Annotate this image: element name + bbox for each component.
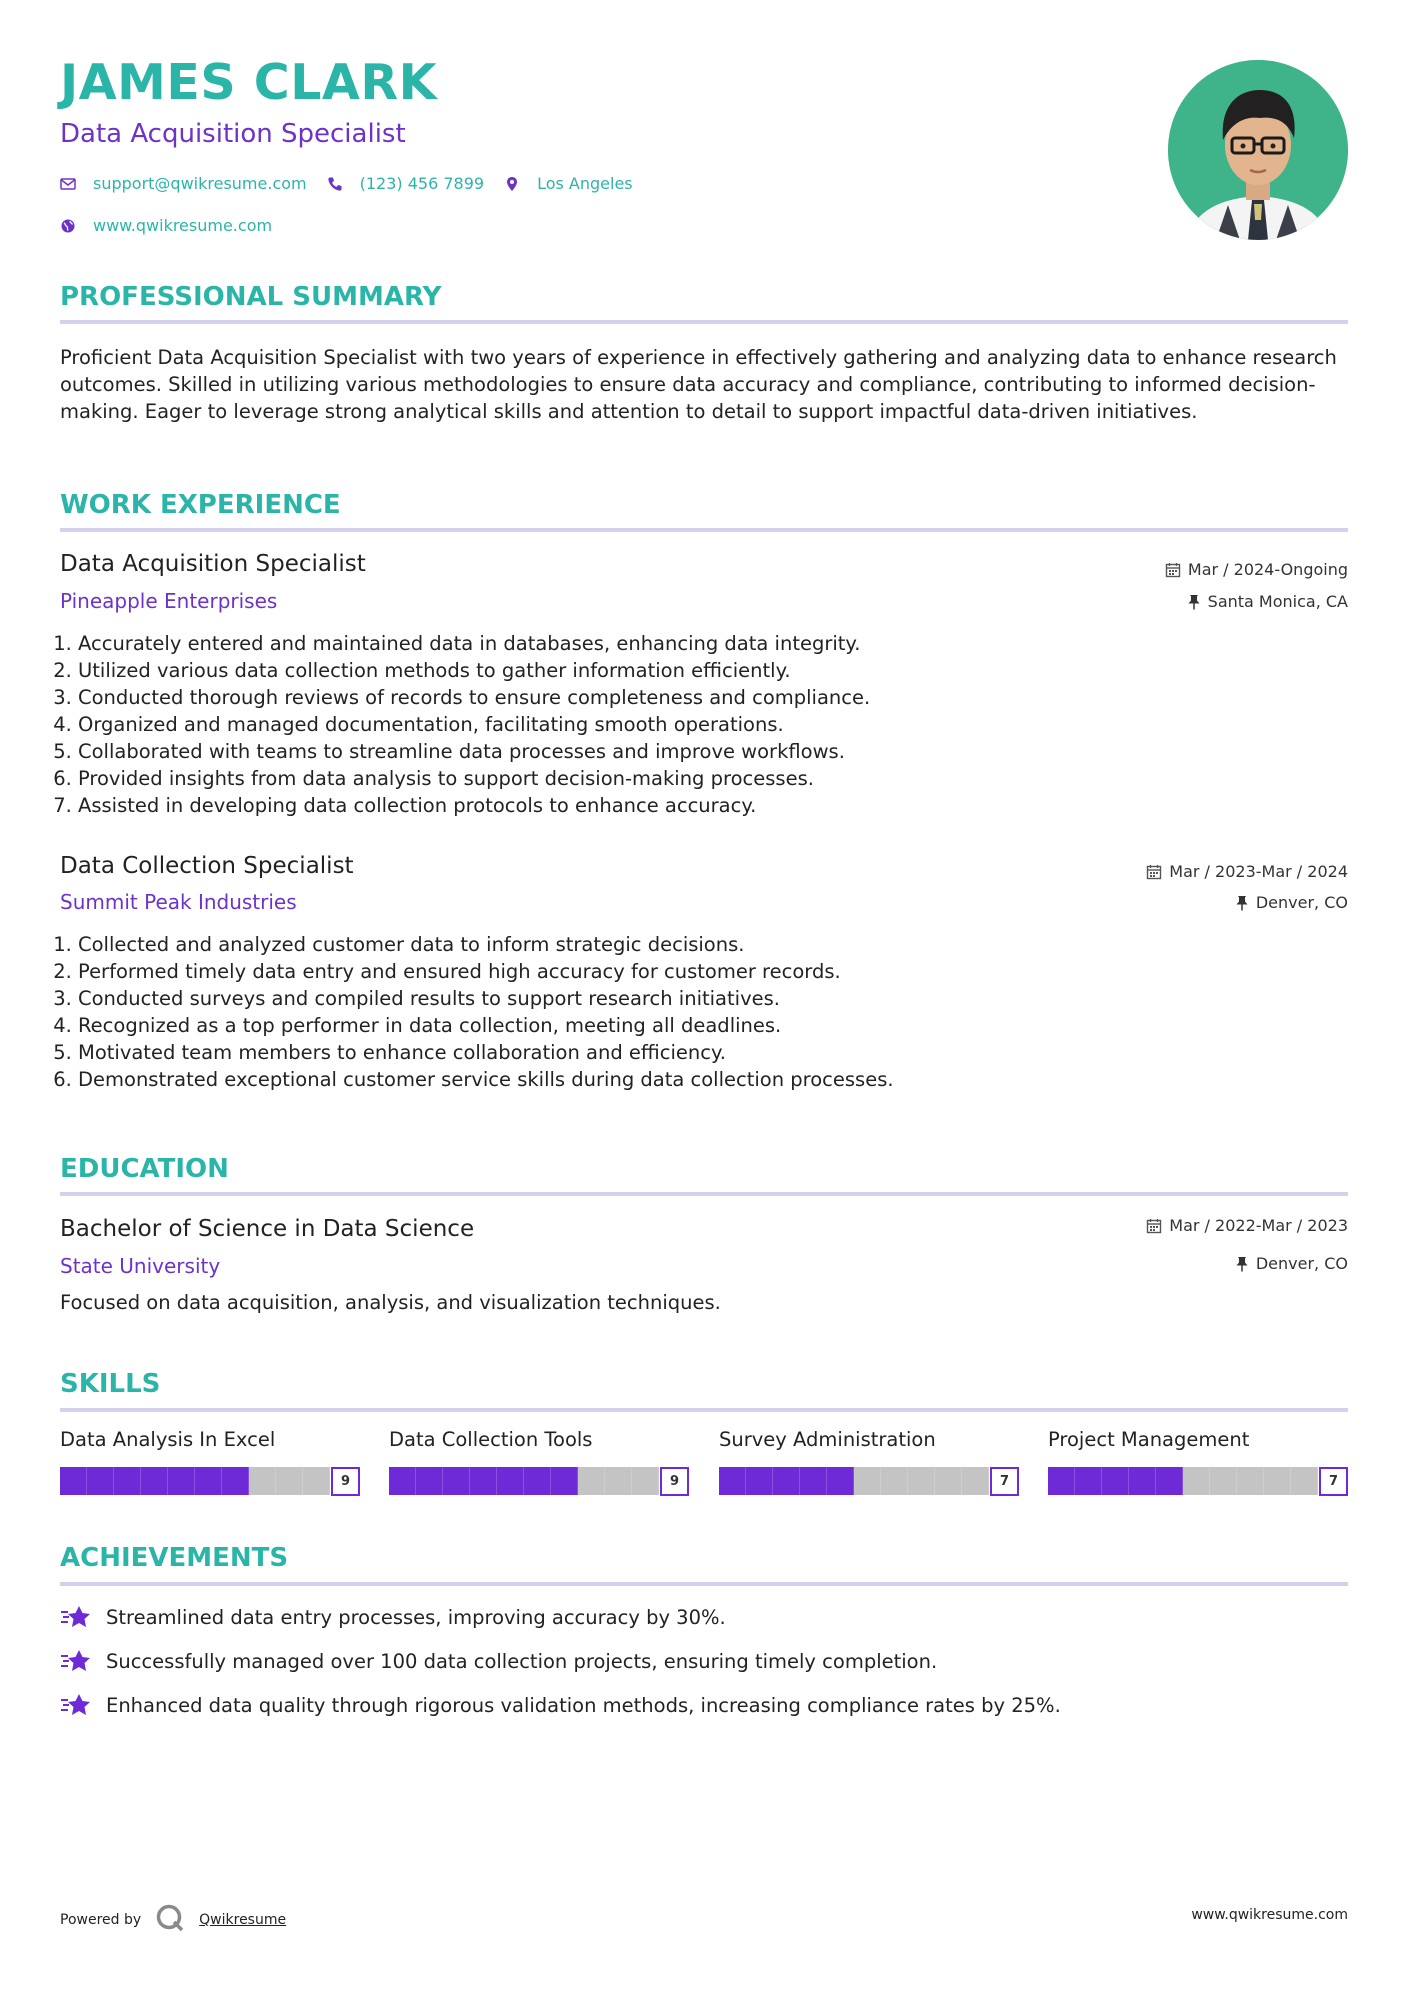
skill-score: 9 bbox=[660, 1467, 689, 1496]
skill-segment bbox=[497, 1467, 524, 1495]
section-divider bbox=[60, 320, 1348, 324]
list-item: 4. Organized and managed documentation, facilitating smooth operations. bbox=[78, 711, 870, 738]
list-item: 5. Motivated team members to enhance collaboration and efficiency. bbox=[78, 1039, 894, 1066]
skill-segment bbox=[1291, 1467, 1318, 1495]
list-item: 2. Performed timely data entry and ensured high accuracy for customer records. bbox=[78, 958, 894, 985]
list-item: 1. Collected and analyzed customer data to inform strategic decisions. bbox=[78, 931, 894, 958]
skill-item bbox=[1048, 1430, 1348, 1496]
job-location bbox=[1235, 895, 1348, 911]
globe-icon bbox=[60, 218, 76, 234]
candidate-title: Data Acquisition Specialist bbox=[60, 119, 406, 149]
degree-title: Bachelor of Science in Data Science bbox=[60, 1216, 475, 1242]
skill-name: Project Management bbox=[1048, 1428, 1250, 1451]
skill-segment bbox=[303, 1467, 330, 1495]
skill-segment bbox=[141, 1467, 168, 1495]
experience-heading: WORK EXPERIENCE bbox=[60, 490, 341, 520]
skill-segment bbox=[470, 1467, 497, 1495]
star-icon bbox=[60, 1604, 93, 1630]
education-heading: EDUCATION bbox=[60, 1154, 229, 1184]
job-bullet-list bbox=[49, 931, 894, 1093]
skill-name: Data Collection Tools bbox=[389, 1428, 593, 1451]
powered-by-label: Powered by bbox=[60, 1912, 142, 1928]
skill-segment bbox=[1075, 1467, 1102, 1495]
skill-segment bbox=[773, 1467, 800, 1495]
pushpin-icon bbox=[1235, 1256, 1249, 1272]
achievement-item bbox=[60, 1648, 937, 1674]
envelope-icon bbox=[60, 176, 76, 192]
skill-level-track bbox=[389, 1467, 659, 1495]
skill-item bbox=[60, 1430, 360, 1496]
skill-level-track bbox=[60, 1467, 330, 1495]
website-link[interactable]: www.qwikresume.com bbox=[93, 216, 273, 235]
calendar-icon bbox=[1146, 1218, 1162, 1234]
education-location bbox=[1235, 1256, 1348, 1272]
section-divider bbox=[60, 1582, 1348, 1586]
company-name: Summit Peak Industries bbox=[60, 890, 297, 914]
job-title: Data Acquisition Specialist bbox=[60, 551, 366, 577]
skill-name: Survey Administration bbox=[719, 1428, 936, 1451]
skill-segment bbox=[1102, 1467, 1129, 1495]
job-title: Data Collection Specialist bbox=[60, 853, 354, 879]
website-row bbox=[60, 216, 292, 235]
section-divider bbox=[60, 528, 1348, 532]
job-dates bbox=[1165, 562, 1348, 578]
skill-segment bbox=[249, 1467, 276, 1495]
skill-score: 7 bbox=[1319, 1467, 1348, 1496]
skill-bar bbox=[60, 1466, 360, 1496]
list-item: 3. Conducted surveys and compiled results to support research initiatives. bbox=[78, 985, 894, 1012]
list-item: 6. Demonstrated exceptional customer service skills during data collection processes. bbox=[78, 1066, 894, 1093]
skill-segment bbox=[1237, 1467, 1264, 1495]
skill-segment bbox=[578, 1467, 605, 1495]
skill-segment bbox=[1210, 1467, 1237, 1495]
skill-level-track bbox=[1048, 1467, 1318, 1495]
list-item: 7. Assisted in developing data collection protocols to enhance accuracy. bbox=[78, 792, 870, 819]
summary-heading: PROFESSIONAL SUMMARY bbox=[60, 282, 442, 312]
pushpin-icon bbox=[1235, 895, 1249, 911]
skill-segment bbox=[962, 1467, 989, 1495]
summary-text: Proficient Data Acquisition Specialist with two years of experience in effectively gathering and analyzing data to enhance research outcomes. Skilled in utilizing various methodologies to ensure data accuracy and compliance, contributing to informed decision-making. Eager to leverage strong analytical skills and attention to detail to support impactful data-driven initiatives. bbox=[60, 346, 1337, 423]
qwikresume-logo-icon bbox=[155, 1903, 185, 1937]
skill-segment bbox=[800, 1467, 827, 1495]
map-pin-icon bbox=[504, 176, 520, 192]
date-range: Mar / 2022-Mar / 2023 bbox=[1169, 1216, 1348, 1235]
skill-segment bbox=[551, 1467, 578, 1495]
email-link[interactable]: support@qwikresume.com bbox=[93, 174, 307, 193]
skill-segment bbox=[114, 1467, 141, 1495]
skill-bar bbox=[1048, 1466, 1348, 1496]
job-bullet-list bbox=[49, 630, 870, 819]
skill-bar bbox=[719, 1466, 1019, 1496]
achievement-item bbox=[60, 1604, 726, 1630]
location-text: Santa Monica, CA bbox=[1207, 592, 1348, 611]
candidate-name: JAMES CLARK bbox=[60, 54, 438, 111]
skill-segment bbox=[443, 1467, 470, 1495]
skill-segment bbox=[87, 1467, 114, 1495]
footer-website[interactable]: www.qwikresume.com bbox=[1191, 1907, 1348, 1923]
skill-segment bbox=[168, 1467, 195, 1495]
skill-segment bbox=[746, 1467, 773, 1495]
skill-segment bbox=[1048, 1467, 1075, 1495]
list-item: 5. Collaborated with teams to streamline data processes and improve workflows. bbox=[78, 738, 870, 765]
education-description: Focused on data acquisition, analysis, and visualization techniques. bbox=[60, 1291, 721, 1314]
skill-segment bbox=[1129, 1467, 1156, 1495]
skill-name: Data Analysis In Excel bbox=[60, 1428, 276, 1451]
skill-segment bbox=[881, 1467, 908, 1495]
list-item: 1. Accurately entered and maintained data in databases, enhancing data integrity. bbox=[78, 630, 870, 657]
skill-segment bbox=[827, 1467, 854, 1495]
achievement-text: Enhanced data quality through rigorous validation methods, increasing compliance rates by 25%. bbox=[106, 1693, 1061, 1717]
skill-segment bbox=[1156, 1467, 1183, 1495]
skill-segment bbox=[60, 1467, 87, 1495]
star-icon bbox=[60, 1648, 93, 1674]
skill-segment bbox=[524, 1467, 551, 1495]
skill-segment bbox=[1183, 1467, 1210, 1495]
skill-level-track bbox=[719, 1467, 989, 1495]
achievement-item bbox=[60, 1692, 1061, 1718]
skill-segment bbox=[935, 1467, 962, 1495]
skill-bar bbox=[389, 1466, 689, 1496]
skill-segment bbox=[605, 1467, 632, 1495]
qwikresume-link[interactable]: Qwikresume bbox=[199, 1912, 287, 1928]
achievement-text: Streamlined data entry processes, improving accuracy by 30%. bbox=[106, 1605, 726, 1629]
location-text: Denver, CO bbox=[1255, 1254, 1348, 1273]
profile-photo bbox=[1168, 60, 1348, 240]
section-divider bbox=[60, 1408, 1348, 1412]
skill-segment bbox=[416, 1467, 443, 1495]
phone-icon bbox=[327, 176, 343, 192]
phone-number[interactable]: (123) 456 7899 bbox=[359, 174, 485, 193]
skill-segment bbox=[719, 1467, 746, 1495]
location-text: Denver, CO bbox=[1255, 893, 1348, 912]
skill-segment bbox=[222, 1467, 249, 1495]
skill-segment bbox=[632, 1467, 659, 1495]
date-range: Mar / 2024-Ongoing bbox=[1187, 560, 1348, 579]
skill-segment bbox=[276, 1467, 303, 1495]
list-item: 2. Utilized various data collection methods to gather information efficiently. bbox=[78, 657, 870, 684]
skill-segment bbox=[908, 1467, 935, 1495]
skill-segment bbox=[1264, 1467, 1291, 1495]
skill-item bbox=[389, 1430, 689, 1496]
skill-item bbox=[719, 1430, 1019, 1496]
education-dates bbox=[1146, 1218, 1348, 1234]
skill-segment bbox=[854, 1467, 881, 1495]
school-name: State University bbox=[60, 1254, 221, 1278]
pushpin-icon bbox=[1187, 594, 1201, 610]
list-item: 4. Recognized as a top performer in data collection, meeting all deadlines. bbox=[78, 1012, 894, 1039]
date-range: Mar / 2023-Mar / 2024 bbox=[1169, 862, 1348, 881]
list-item: 6. Provided insights from data analysis to support decision-making processes. bbox=[78, 765, 870, 792]
skill-score: 9 bbox=[331, 1467, 360, 1496]
skill-segment bbox=[195, 1467, 222, 1495]
skill-segment bbox=[389, 1467, 416, 1495]
list-item: 3. Conducted thorough reviews of records to ensure completeness and compliance. bbox=[78, 684, 870, 711]
star-icon bbox=[60, 1692, 93, 1718]
footer-powered-by bbox=[60, 1903, 286, 1937]
job-location bbox=[1187, 594, 1348, 610]
job-dates bbox=[1146, 864, 1348, 880]
location-text: Los Angeles bbox=[537, 174, 633, 193]
calendar-icon bbox=[1165, 562, 1181, 578]
company-name: Pineapple Enterprises bbox=[60, 589, 278, 613]
skills-heading: SKILLS bbox=[60, 1369, 161, 1399]
achievements-heading: ACHIEVEMENTS bbox=[60, 1543, 289, 1573]
section-divider bbox=[60, 1192, 1348, 1196]
achievement-text: Successfully managed over 100 data collection projects, ensuring timely completion. bbox=[106, 1649, 938, 1673]
skill-score: 7 bbox=[990, 1467, 1019, 1496]
calendar-icon bbox=[1146, 864, 1162, 880]
contact-row bbox=[60, 174, 653, 193]
